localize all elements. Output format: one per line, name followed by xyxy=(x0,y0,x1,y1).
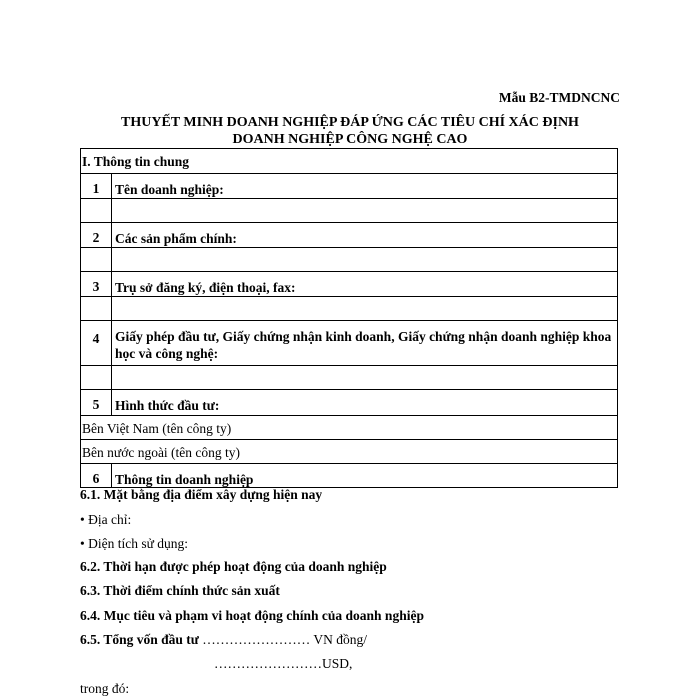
item-label-investment-form: Hình thức đầu tư: xyxy=(115,398,220,413)
blank-row xyxy=(81,366,617,390)
item-number: 5 xyxy=(81,390,112,415)
foreign-party-row xyxy=(81,440,617,464)
item-label-licenses: Giấy phép đầu tư, Giấy chứng nhận kinh doanh, Giấy chứng nhận doanh nghiệp khoa học và công nghệ: xyxy=(115,329,612,361)
subsection-6-5-label: 6.5. Tổng vốn đầu tư xyxy=(80,632,199,647)
blank-row xyxy=(81,199,617,223)
item-row-3 xyxy=(81,272,617,297)
info-table xyxy=(80,148,618,488)
subsection-6-3: 6.3. Thời điểm chính thức sản xuất xyxy=(80,583,280,598)
area-bullet: • Diện tích sử dụng: xyxy=(80,536,189,551)
in-which-label: trong đó: xyxy=(80,681,130,696)
section-title: I. Thông tin chung xyxy=(82,154,190,169)
capital-usd-line: ……………………USD, xyxy=(214,656,353,671)
address-bullet: • Địa chỉ: xyxy=(80,512,132,527)
form-code: Mẫu B2-TMDNCNC xyxy=(498,90,620,105)
vn-party-label: Bên Việt Nam (tên công ty) xyxy=(82,421,232,436)
foreign-party-label: Bên nước ngoài (tên công ty) xyxy=(82,445,241,460)
blank-row xyxy=(81,248,617,272)
item-row-6 xyxy=(81,464,617,488)
blank-row xyxy=(81,297,617,321)
section-header-row xyxy=(81,149,617,174)
subsection-6-1: 6.1. Mặt bằng địa điểm xây dựng hiện nay xyxy=(80,487,323,502)
item-number: 4 xyxy=(81,321,112,365)
item-label-enterprise-info: Thông tin doanh nghiệp xyxy=(115,472,254,487)
title-line-1: THUYẾT MINH DOANH NGHIỆP ĐÁP ỨNG CÁC TIÊU CHÍ XÁC ĐỊNH xyxy=(121,115,579,130)
subsection-6-5 xyxy=(80,632,367,648)
item-row-1 xyxy=(81,174,617,199)
item-label-main-products: Các sản phẩm chính: xyxy=(115,231,237,246)
subsection-6-2: 6.2. Thời hạn được phép hoạt động của doanh nghiệp xyxy=(80,559,387,574)
item-number: 3 xyxy=(81,272,112,296)
item-row-2 xyxy=(81,223,617,248)
item-number: 2 xyxy=(81,223,112,247)
capital-vnd-line: …………………… VN đồng/ xyxy=(198,632,368,647)
vn-party-row xyxy=(81,416,617,440)
item-label-company-name: Tên doanh nghiệp: xyxy=(115,182,224,197)
title-line-2: DOANH NGHIỆP CÔNG NGHỆ CAO xyxy=(232,132,468,147)
item-number: 6 xyxy=(81,464,112,487)
item-label-office: Trụ sở đăng ký, điện thoại, fax: xyxy=(115,280,296,295)
item-number: 1 xyxy=(81,174,112,198)
subsection-6-4: 6.4. Mục tiêu và phạm vi hoạt động chính của doanh nghiệp xyxy=(80,608,424,623)
item-row-5 xyxy=(81,390,617,416)
item-row-4 xyxy=(81,321,617,366)
